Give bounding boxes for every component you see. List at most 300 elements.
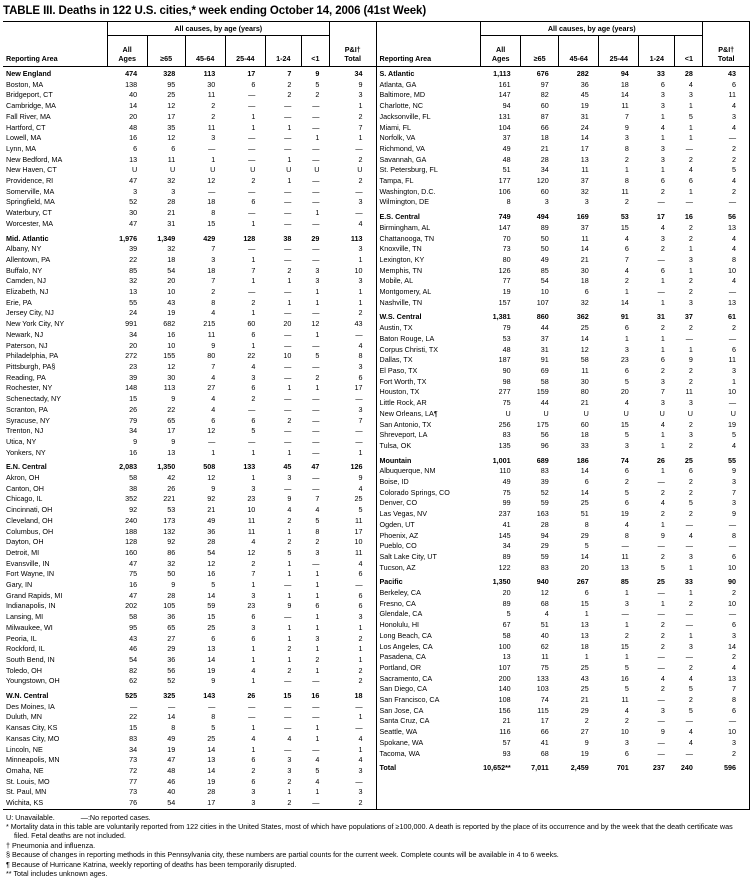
value-cell: —	[355, 701, 363, 711]
value-cell: 89	[502, 598, 511, 608]
reporting-area-cell: Yonkers, NY	[6, 447, 46, 457]
reporting-area-cell: Pittsburgh, PA§	[6, 361, 56, 371]
value-cell: —	[355, 186, 363, 196]
value-cell: 12	[207, 558, 216, 568]
value-cell: 5	[315, 351, 320, 361]
value-cell: 1	[660, 276, 665, 286]
value-cell: 10	[540, 287, 549, 297]
value-cell: 4	[251, 361, 256, 371]
value-cell: 1	[315, 569, 320, 579]
reporting-area-cell: San Antonio, TX	[379, 419, 432, 429]
value-cell: 133	[536, 673, 549, 683]
table-row	[377, 684, 750, 695]
value-cell: 2	[287, 415, 292, 425]
value-cell: —	[284, 426, 292, 436]
value-cell: 3	[171, 186, 176, 196]
value-cell: —	[657, 197, 665, 207]
value-cell: 21	[167, 208, 176, 218]
value-cell: —	[728, 197, 736, 207]
value-cell: 18	[207, 197, 216, 207]
reporting-area-cell: Paterson, NJ	[6, 340, 48, 350]
value-cell: 3	[732, 498, 736, 508]
table-row	[377, 498, 750, 509]
value-cell: 43	[580, 673, 589, 683]
table-row	[377, 323, 750, 334]
value-cell: 8	[732, 695, 736, 705]
table-row	[3, 90, 376, 101]
reporting-area-cell: Toledo, OH	[6, 665, 42, 675]
value-cell: —	[728, 519, 736, 529]
table-row	[377, 563, 750, 574]
value-cell: 5	[732, 165, 736, 175]
table-row	[3, 330, 376, 341]
value-cell: 1	[251, 744, 256, 754]
value-cell: 60	[540, 186, 549, 196]
value-cell: 14	[580, 133, 589, 143]
value-cell: 107	[536, 297, 549, 307]
value-cell: 177	[498, 176, 511, 186]
value-cell: 3	[660, 143, 665, 153]
value-cell: 2	[315, 90, 320, 100]
value-cell: —	[657, 695, 665, 705]
column-header-row-right	[377, 36, 750, 67]
value-cell: 49	[167, 733, 176, 743]
value-cell: 6	[732, 705, 736, 715]
value-cell: 45	[283, 462, 292, 472]
value-cell: 6	[624, 498, 629, 508]
value-cell: 9	[624, 122, 629, 132]
table-row	[3, 123, 376, 134]
value-cell: 54	[207, 547, 216, 557]
reporting-area-cell: Pasadena, CA	[379, 652, 426, 662]
value-cell: —	[208, 701, 216, 711]
value-cell: 25	[580, 684, 589, 694]
value-cell: 1	[358, 297, 363, 307]
value-cell: 1	[688, 133, 693, 143]
value-cell: 3	[688, 297, 693, 307]
value-cell: 53	[502, 333, 511, 343]
age-group-header: All causes, by age (years)	[107, 22, 329, 36]
table-row	[377, 477, 750, 488]
value-cell: 200	[498, 673, 511, 683]
value-cell: 83	[502, 430, 511, 440]
reporting-area-cell: E.N. Central	[6, 462, 47, 472]
value-cell: 28	[167, 590, 176, 600]
value-cell: 27	[207, 383, 216, 393]
value-cell: 1,976	[119, 233, 138, 243]
value-cell: —	[621, 541, 629, 551]
value-cell: 5	[624, 684, 629, 694]
value-cell: 92	[207, 494, 216, 504]
table-row	[3, 634, 376, 645]
value-cell: 48	[129, 122, 138, 132]
value-cell: 1	[251, 644, 256, 654]
value-cell: 169	[576, 212, 589, 222]
value-cell: 16	[167, 329, 176, 339]
value-cell: 104	[498, 122, 511, 132]
value-cell: 940	[536, 577, 549, 587]
value-cell: 3	[660, 101, 665, 111]
value-cell: 14	[580, 466, 589, 476]
value-cell: 4	[251, 665, 256, 675]
value-cell: —	[355, 329, 363, 339]
value-cell: 38	[283, 233, 292, 243]
table-row	[3, 405, 376, 416]
value-cell: 10	[354, 537, 363, 547]
value-cell: 14	[580, 333, 589, 343]
value-cell: —	[284, 744, 292, 754]
value-cell: —	[312, 701, 320, 711]
value-cell: 7	[732, 487, 736, 497]
value-cell: 3	[660, 705, 665, 715]
value-cell: 4	[660, 673, 665, 683]
region-row	[377, 573, 750, 588]
value-cell: —	[312, 426, 320, 436]
value-cell: 4	[544, 609, 549, 619]
value-cell: 32	[167, 558, 176, 568]
value-cell: 40	[167, 787, 176, 797]
value-cell: —	[657, 748, 665, 758]
value-cell: 85	[540, 265, 549, 275]
value-cell: 56	[728, 212, 736, 222]
table-row	[3, 505, 376, 516]
value-cell: 4	[211, 394, 216, 404]
value-cell: 65	[167, 415, 176, 425]
value-cell: 24	[129, 308, 138, 318]
value-cell: —	[284, 372, 292, 382]
table-row	[3, 787, 376, 798]
table-row	[3, 187, 376, 198]
value-cell: 6	[315, 601, 320, 611]
value-cell: 6	[358, 569, 363, 579]
reporting-area-cell: Albuquerque, NM	[379, 466, 436, 476]
reporting-area-cell: Ogden, UT	[379, 519, 415, 529]
value-cell: 325	[163, 691, 176, 701]
value-cell: 1,381	[492, 312, 511, 322]
value-cell: 157	[498, 297, 511, 307]
value-cell: 6	[251, 755, 256, 765]
value-cell: 10,652**	[483, 763, 511, 773]
value-cell: 6	[358, 590, 363, 600]
value-cell: —	[685, 197, 693, 207]
table-row	[3, 723, 376, 734]
value-cell: 1	[315, 787, 320, 797]
reporting-area-cell: Long Beach, CA	[379, 630, 432, 640]
value-cell: 28	[684, 69, 693, 78]
value-cell: 41	[540, 737, 549, 747]
value-cell: 42	[167, 473, 176, 483]
value-cell: 138	[125, 79, 138, 89]
value-cell: 128	[243, 233, 256, 243]
value-cell: 9	[211, 483, 216, 493]
value-cell: 1	[287, 558, 292, 568]
value-cell: —	[284, 723, 292, 733]
value-cell: 3	[287, 766, 292, 775]
value-cell: —	[312, 473, 320, 483]
value-cell: 85	[620, 577, 629, 587]
value-cell: —	[284, 361, 292, 371]
value-cell: 6	[251, 776, 256, 786]
value-cell: 14	[580, 244, 589, 254]
value-cell: 31	[656, 312, 665, 322]
value-cell: 2	[624, 276, 629, 286]
value-cell: 689	[536, 455, 549, 465]
value-cell: 14	[167, 712, 176, 722]
value-cell: —	[685, 652, 693, 662]
reporting-area-cell: W.S. Central	[379, 312, 422, 322]
value-cell: —	[248, 90, 256, 100]
value-cell: 2	[315, 537, 320, 547]
value-cell: 54	[129, 654, 138, 664]
value-cell: 1	[358, 712, 363, 722]
value-cell: —	[248, 244, 256, 254]
value-cell: 13	[580, 154, 589, 164]
value-cell: 9	[315, 69, 320, 78]
value-cell: 3	[358, 361, 363, 371]
value-cell: 2	[287, 515, 292, 525]
value-cell: —	[284, 329, 292, 339]
value-cell: 6	[211, 415, 216, 425]
value-cell: 1	[251, 447, 256, 457]
reporting-area-cell: Boise, ID	[379, 477, 409, 487]
value-cell: 6	[732, 344, 736, 354]
value-cell: —	[312, 218, 320, 228]
value-cell: 12	[167, 361, 176, 371]
value-cell: —	[657, 541, 665, 551]
value-cell: 7	[251, 569, 256, 579]
table-row	[377, 631, 750, 642]
value-cell: 28	[207, 537, 216, 547]
table-row	[3, 276, 376, 287]
value-cell: 1	[660, 111, 665, 121]
value-cell: 159	[536, 387, 549, 397]
value-cell: 97	[540, 79, 549, 89]
value-cell: —	[657, 477, 665, 487]
value-cell: 240	[125, 515, 138, 525]
value-cell: 3	[688, 90, 693, 100]
value-cell: 6	[624, 323, 629, 333]
value-cell: —	[312, 122, 320, 132]
value-cell: —	[312, 447, 320, 457]
table-left-half	[3, 22, 377, 809]
value-cell: 6	[660, 265, 665, 275]
table-row	[377, 223, 750, 234]
value-cell: 6	[624, 244, 629, 254]
column-header-row-left	[3, 36, 376, 67]
table-row	[377, 355, 750, 366]
reporting-area-cell: Columbus, OH	[6, 526, 54, 536]
value-cell: 18	[580, 430, 589, 440]
table-row	[377, 155, 750, 166]
reporting-area-cell: Knoxville, TN	[379, 244, 422, 254]
value-cell: —	[248, 133, 256, 143]
reporting-area-cell: Bridgeport, CT	[6, 90, 53, 100]
value-cell: 2	[660, 186, 665, 196]
region-row	[3, 687, 376, 702]
value-cell: —	[248, 287, 256, 297]
value-cell: U	[543, 408, 549, 418]
value-cell: 5	[688, 684, 693, 694]
value-cell: 2	[287, 665, 292, 675]
value-cell: 3	[251, 372, 256, 382]
value-cell: 3	[544, 197, 549, 207]
value-cell: 94	[620, 69, 629, 78]
value-cell: 11	[541, 652, 549, 662]
value-cell: 128	[125, 537, 138, 547]
value-cell: 14	[620, 90, 629, 100]
value-cell: 2	[624, 197, 629, 207]
reporting-area-cell: W.N. Central	[6, 691, 49, 701]
value-cell: U	[357, 165, 363, 175]
table-row	[3, 494, 376, 505]
value-cell: 16	[129, 580, 138, 590]
reporting-area-header: Reporting Area	[377, 36, 481, 67]
value-cell: 11	[685, 387, 693, 397]
value-cell: 15	[129, 723, 138, 733]
reporting-area-cell: Jacksonville, FL	[379, 111, 431, 121]
value-cell: 1	[358, 133, 363, 143]
value-cell: 1	[688, 344, 693, 354]
table-row	[3, 766, 376, 777]
value-cell: 34	[540, 165, 549, 175]
reporting-area-cell: St. Paul, MN	[6, 787, 47, 797]
reporting-area-cell: Wichita, KS	[6, 798, 44, 808]
footnote-pennsylvania: § Because of changes in reporting methods in this Pennsylvania city, these numbers are partial counts for the current week. Complete counts will be available in 4 to 6 weeks.	[6, 850, 559, 860]
reporting-area-cell: Chattanooga, TN	[379, 233, 435, 243]
value-cell: 10	[728, 598, 736, 608]
value-cell: 16	[684, 212, 693, 222]
value-cell: 21	[580, 254, 589, 264]
value-cell: 2	[688, 276, 693, 286]
value-cell: 20	[129, 111, 138, 121]
value-cell: —	[284, 394, 292, 404]
value-cell: 34	[354, 69, 363, 78]
column-header: All Ages	[481, 36, 521, 67]
footnotes	[3, 810, 750, 879]
value-cell: 36	[167, 654, 176, 664]
value-cell: 56	[540, 430, 549, 440]
value-cell: 2	[358, 798, 363, 808]
value-cell: 33	[580, 440, 589, 450]
value-cell: U	[505, 408, 511, 418]
value-cell: 1	[688, 186, 693, 196]
value-cell: 107	[498, 662, 511, 672]
value-cell: 6	[251, 633, 256, 643]
value-cell: 44	[540, 398, 549, 408]
value-cell: 11	[621, 186, 629, 196]
reporting-area-cell: El Paso, TX	[379, 365, 418, 375]
value-cell: —	[284, 186, 292, 196]
value-cell: 14	[207, 590, 216, 600]
value-cell: 4	[732, 276, 736, 286]
value-cell: 4	[624, 705, 629, 715]
value-cell: 1	[211, 447, 216, 457]
value-cell: 122	[498, 562, 511, 572]
value-cell: 2	[624, 716, 629, 726]
reporting-area-cell: Lowell, MA	[6, 133, 42, 143]
value-cell: 4	[358, 558, 363, 568]
value-cell: 6	[211, 633, 216, 643]
value-cell: 52	[167, 676, 176, 686]
value-cell: 58	[129, 473, 138, 483]
table-row	[3, 255, 376, 266]
value-cell: 10	[728, 562, 736, 572]
reporting-area-cell: Philadelphia, PA	[6, 351, 59, 361]
value-cell: 362	[576, 312, 589, 322]
value-cell: 17	[167, 426, 176, 436]
value-cell: 59	[207, 601, 216, 611]
reporting-area-cell: Baton Rouge, LA	[379, 333, 435, 343]
age-group-header: All causes, by age (years)	[481, 22, 703, 36]
value-cell: U	[623, 408, 629, 418]
value-cell: 25	[580, 662, 589, 672]
reporting-area-cell: Shreveport, LA	[379, 430, 428, 440]
value-cell: 3	[688, 254, 693, 264]
value-cell: 8	[732, 254, 736, 264]
value-cell: 91	[540, 355, 549, 365]
value-cell: 25	[167, 90, 176, 100]
value-cell: —	[312, 340, 320, 350]
value-cell: 2	[660, 641, 665, 651]
value-cell: 2	[688, 477, 693, 487]
value-cell: —	[685, 620, 693, 630]
value-cell: 62	[540, 641, 549, 651]
value-cell: 3	[624, 344, 629, 354]
value-cell: 116	[499, 727, 511, 737]
value-cell: 66	[540, 727, 549, 737]
value-cell: 7	[732, 684, 736, 694]
value-cell: 9	[732, 466, 736, 476]
value-cell: —	[312, 176, 320, 186]
value-cell: 9	[287, 494, 292, 504]
value-cell: 11	[621, 695, 629, 705]
table-row	[3, 666, 376, 677]
value-cell: 60	[247, 319, 256, 329]
reporting-area-cell: Dayton, OH	[6, 537, 44, 547]
value-cell: 13	[580, 630, 589, 640]
value-cell: 6	[624, 365, 629, 375]
value-cell: 21	[580, 695, 589, 705]
value-cell: 11	[621, 101, 629, 111]
value-cell: 77	[502, 276, 511, 286]
table-row	[3, 426, 376, 437]
value-cell: 1,349	[157, 233, 176, 243]
reporting-area-cell: Tulsa, OK	[379, 440, 412, 450]
reporting-area-cell: Schenectady, NY	[6, 394, 62, 404]
value-cell: 30	[129, 208, 138, 218]
value-cell: 83	[129, 733, 138, 743]
value-cell: 34	[502, 541, 511, 551]
reporting-area-cell: Omaha, NE	[6, 766, 44, 775]
left-table	[3, 22, 376, 809]
value-cell: 17	[207, 798, 216, 808]
value-cell: 148	[125, 383, 138, 393]
value-cell: 175	[536, 419, 549, 429]
column-header: <1	[675, 36, 703, 67]
value-cell: 4	[688, 727, 693, 737]
reporting-area-cell: Savannah, GA	[379, 154, 427, 164]
column-header: 45-64	[559, 36, 599, 67]
reporting-area-cell: Canton, OH	[6, 483, 44, 493]
value-cell: 120	[536, 176, 549, 186]
region-row	[377, 67, 750, 80]
value-cell: —	[657, 652, 665, 662]
reporting-area-cell: Elizabeth, NJ	[6, 287, 49, 297]
value-cell: 4	[688, 165, 693, 175]
value-cell: 1	[251, 676, 256, 686]
value-cell: 3	[660, 233, 665, 243]
value-cell: 4	[688, 79, 693, 89]
